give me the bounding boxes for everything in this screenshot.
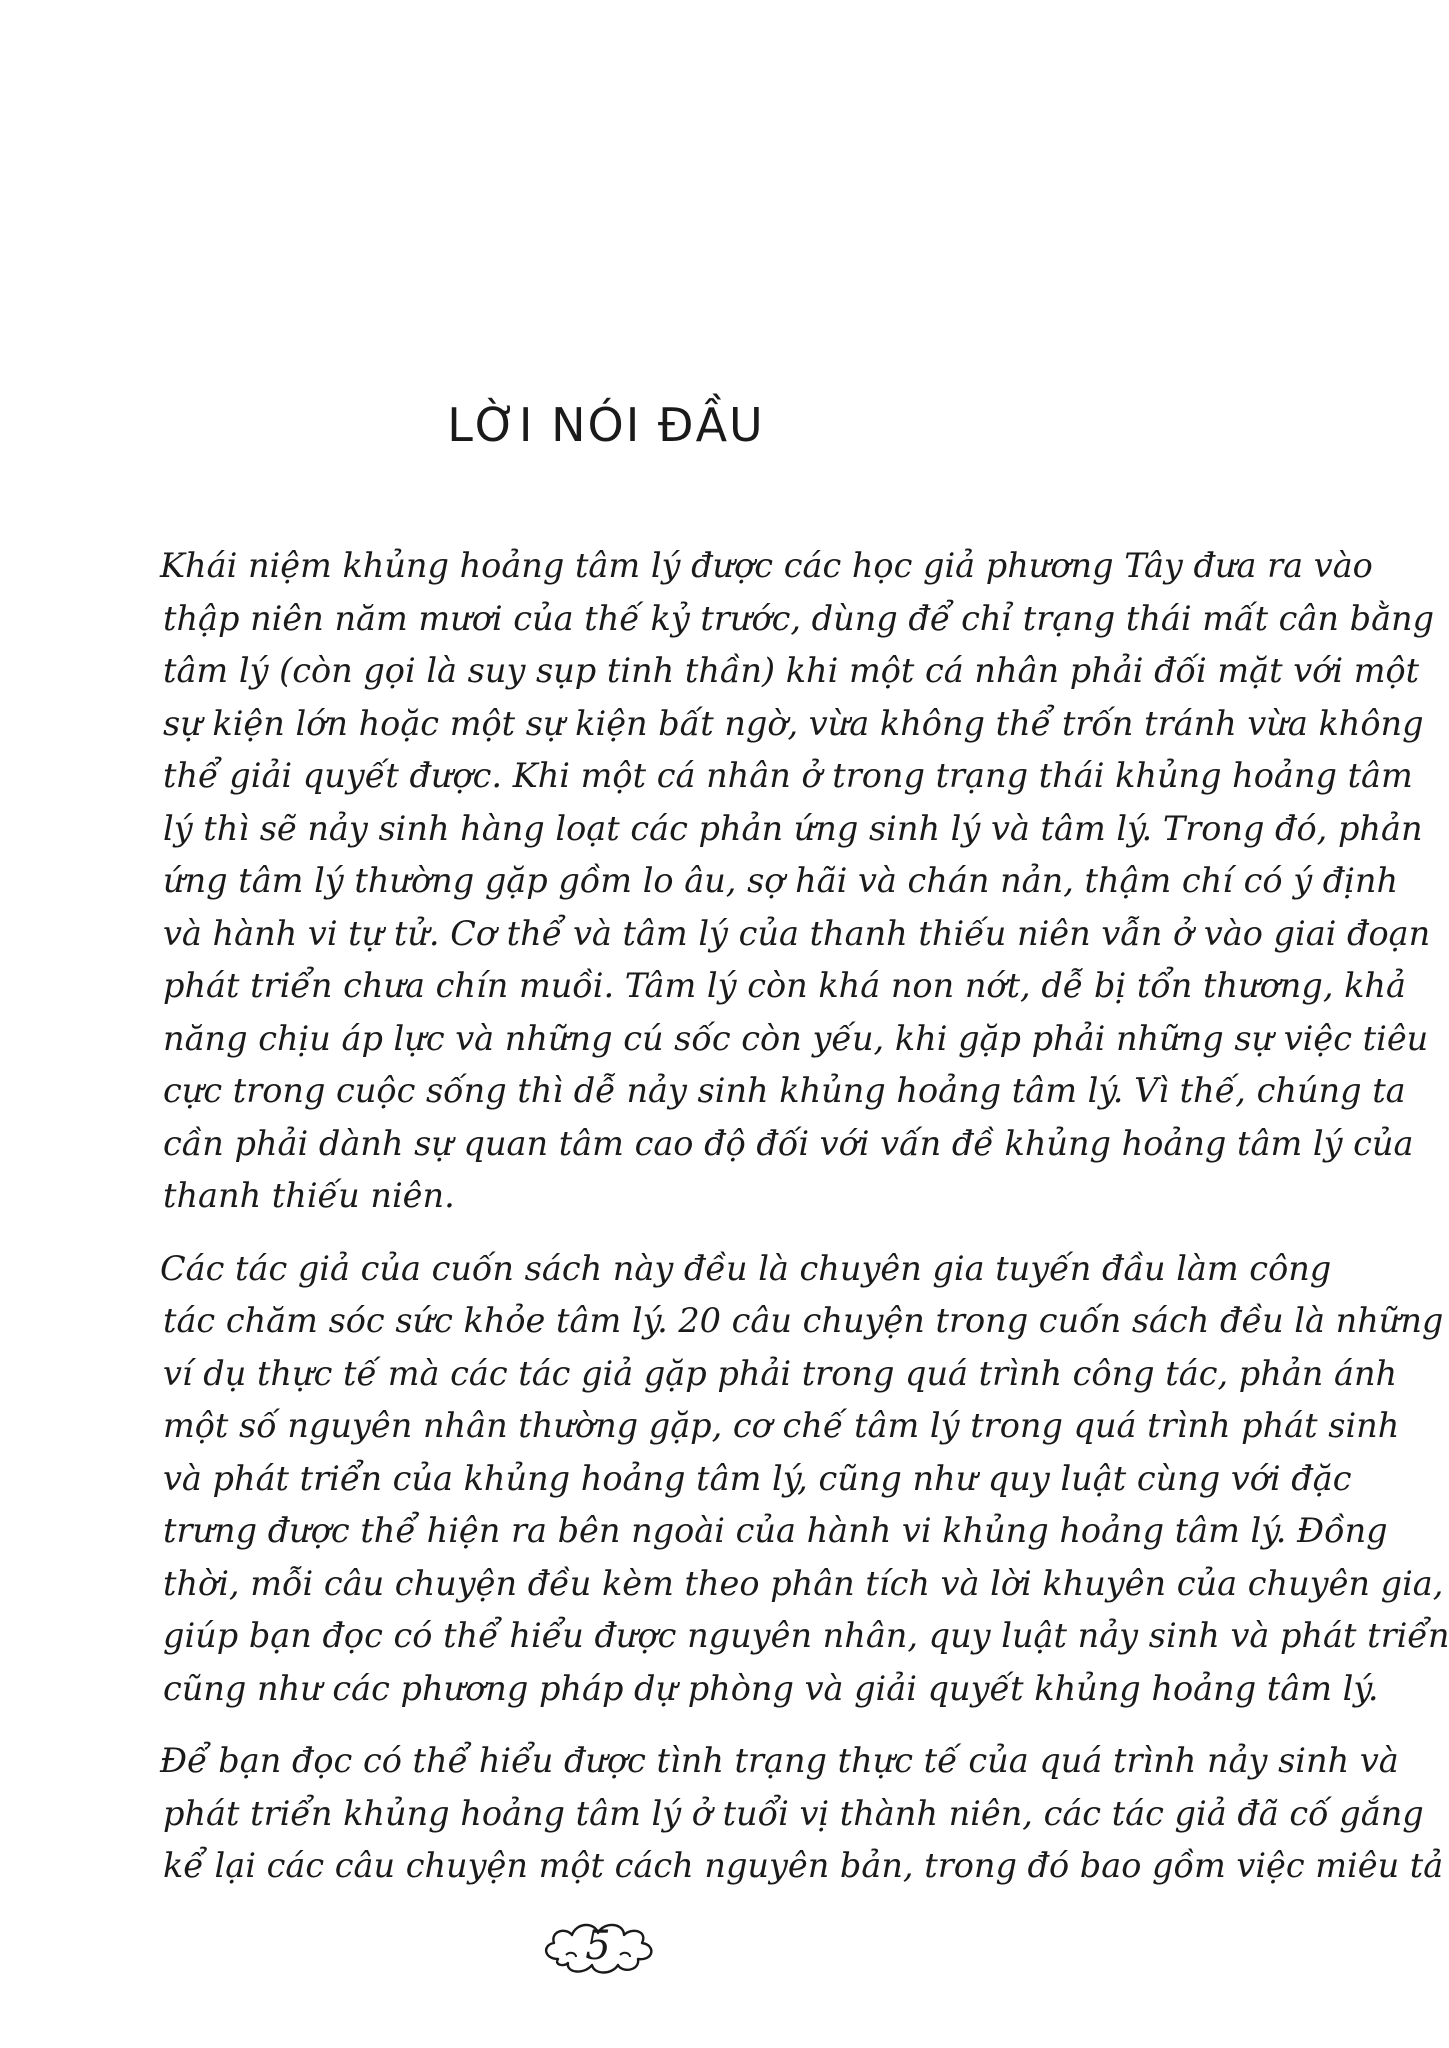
paragraph-line: năng chịu áp lực và những cú sốc còn yếu, khi gặp phải những sự việc tiêu <box>163 1018 1429 1058</box>
paragraph-line: tác chăm sóc sức khỏe tâm lý. 20 câu chuyện trong cuốn sách đều là những <box>163 1301 1444 1340</box>
paragraph-line: Khái niệm khủng hoảng tâm lý được các học giả phương Tây đưa ra vào <box>160 546 1373 585</box>
paragraph-2 <box>150 1243 1449 1716</box>
paragraph-line: sự kiện lớn hoặc một sự kiện bất ngờ, vừa không thể trốn tránh vừa không <box>163 703 1424 743</box>
paragraph-line: ứng tâm lý thường gặp gồm lo âu, sợ hãi và chán nản, thậm chí có ý định <box>163 861 1399 900</box>
paragraph-line: giúp bạn đọc có thể hiểu được nguyên nhân, quy luật nảy sinh và phát triển <box>163 1616 1449 1655</box>
paragraph-line: thanh thiếu niên. <box>163 1176 455 1215</box>
paragraph-line: cần phải dành sự quan tâm cao độ đối với vấn đề khủng hoảng tâm lý của <box>163 1123 1414 1163</box>
paragraph-3 <box>150 1735 1444 1893</box>
paragraph-line: một số nguyên nhân thường gặp, cơ chế tâm lý trong quá trình phát sinh <box>163 1406 1400 1445</box>
paragraph-line: thể giải quyết được. Khi một cá nhân ở trong trạng thái khủng hoảng tâm <box>163 756 1413 795</box>
paragraph-line: kể lại các câu chuyện một cách nguyên bản, trong đó bao gồm việc miêu tả <box>163 1846 1444 1885</box>
paragraph-line: thập niên năm mươi của thế kỷ trước, dùng để chỉ trạng thái mất cân bằng <box>163 598 1435 638</box>
paragraph-line: phát triển khủng hoảng tâm lý ở tuổi vị thành niên, các tác giả đã cố gắng <box>163 1793 1424 1833</box>
page-number-badge <box>536 1915 660 1979</box>
paragraph-line: phát triển chưa chín muồi. Tâm lý còn khá non nớt, dễ bị tổn thương, khả <box>163 966 1406 1005</box>
page-number: 5 <box>585 1923 611 1969</box>
paragraph-line: lý thì sẽ nảy sinh hàng loạt các phản ứng sinh lý và tâm lý. Trong đó, phản <box>163 808 1423 848</box>
paragraph-line: và phát triển của khủng hoảng tâm lý, cũng như quy luật cùng với đặc <box>163 1458 1352 1498</box>
paragraph-line: ví dụ thực tế mà các tác giả gặp phải trong quá trình công tác, phản ánh <box>163 1353 1398 1393</box>
paragraph-line: Các tác giả của cuốn sách này đều là chuyên gia tuyến đầu làm công <box>160 1248 1332 1288</box>
paragraph-1 <box>150 540 1435 1223</box>
paragraph-line: và hành vi tự tử. Cơ thể và tâm lý của thanh thiếu niên vẫn ở vào giai đoạn <box>163 913 1431 953</box>
paragraph-line: thời, mỗi câu chuyện đều kèm theo phân tích và lời khuyên của chuyên gia, <box>163 1563 1444 1603</box>
paragraph-line: tâm lý (còn gọi là suy sụp tinh thần) khi một cá nhân phải đối mặt với một <box>163 651 1420 690</box>
body-text <box>150 540 1449 1913</box>
paragraph-line: cực trong cuộc sống thì dễ nảy sinh khủng hoảng tâm lý. Vì thế, chúng ta <box>163 1071 1406 1110</box>
page-title: LỜI NÓI ĐẦU <box>447 398 765 452</box>
paragraph-line: cũng như các phương pháp dự phòng và giải quyết khủng hoảng tâm lý. <box>163 1668 1379 1708</box>
paragraph-line: trưng được thể hiện ra bên ngoài của hành vi khủng hoảng tâm lý. Đồng <box>163 1511 1388 1550</box>
paragraph-line: Để bạn đọc có thể hiểu được tình trạng thực tế của quá trình nảy sinh và <box>160 1741 1399 1780</box>
